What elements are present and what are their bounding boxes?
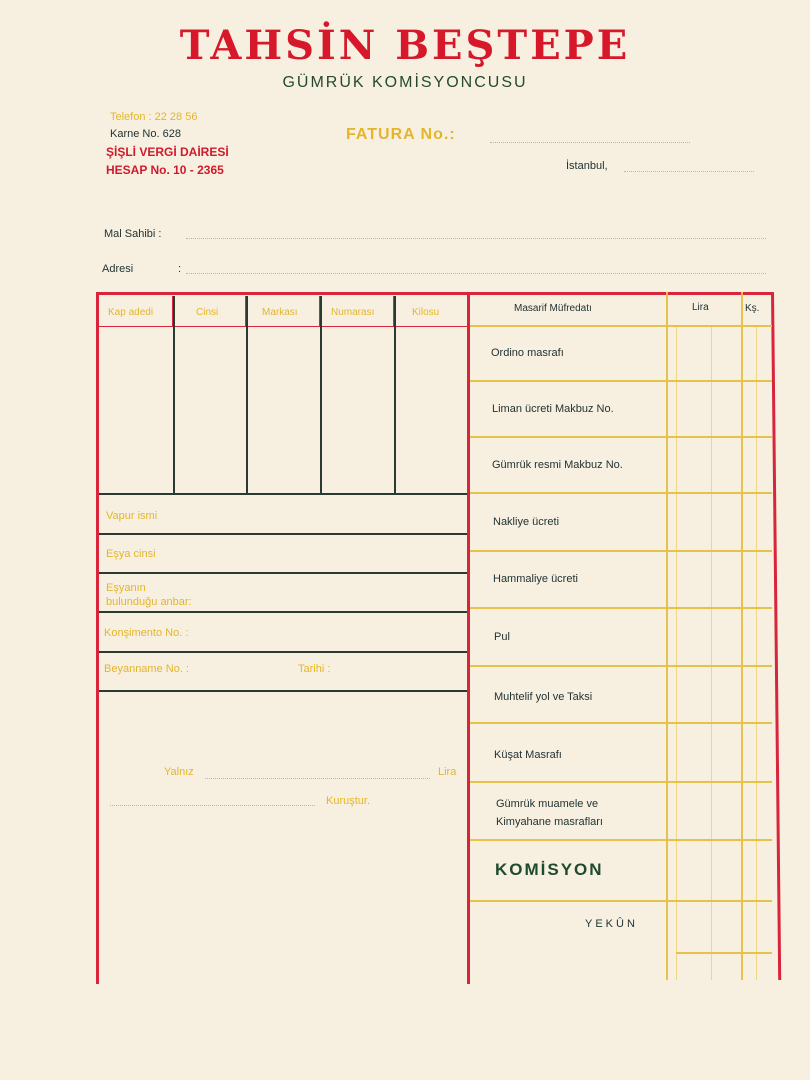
header-kap-adedi: Kap adedi — [108, 307, 154, 318]
header-numarasi: Numarası — [331, 307, 375, 318]
goods-col-divider-4 — [394, 296, 396, 493]
yalniz-label: Yalnız — [164, 766, 194, 778]
expense-col-kurus — [741, 292, 743, 980]
row-line-2 — [99, 572, 467, 574]
expense-row-line-6 — [470, 665, 772, 667]
city-label: İstanbul, — [566, 160, 608, 172]
expense-row-line-1 — [470, 380, 772, 382]
expense-row-line-7 — [470, 722, 772, 724]
owner-field[interactable] — [186, 238, 766, 239]
expense-row-line-5 — [470, 607, 772, 609]
header-markasi: Markası — [262, 307, 298, 318]
row-line-5 — [99, 690, 467, 692]
account-text: HESAP No. 10 - 2365 — [106, 163, 224, 177]
kurustur-label: Kuruştur. — [326, 795, 371, 807]
expense-item-yol-taksi: Muhtelif yol ve Taksi — [494, 691, 593, 703]
frame-middle-divider — [467, 292, 470, 984]
goods-header-line — [99, 326, 467, 327]
expense-row-line-9 — [470, 839, 772, 841]
address-label: Adresi — [102, 263, 134, 275]
expense-header-kurus: Kş. — [745, 303, 760, 314]
expense-col-kurus-inner — [756, 326, 757, 980]
expense-row-line-8 — [470, 781, 772, 783]
row-line-1 — [99, 533, 467, 535]
lira-word-label: Lira — [438, 766, 457, 778]
anbar-label: bulunduğu anbar: — [106, 596, 192, 608]
expense-item-liman: Liman ücreti Makbuz No. — [492, 403, 614, 415]
invoice-number-field[interactable] — [490, 142, 690, 143]
expense-item-gumruk-resmi: Gümrük resmi Makbuz No. — [492, 459, 623, 471]
header-cinsi: Cinsi — [196, 307, 219, 318]
tarihi-label: Tarihi : — [298, 663, 331, 675]
goods-head-divider-1 — [172, 296, 173, 326]
beyanname-label: Beyanname No. : — [104, 663, 189, 675]
address-colon: : — [178, 263, 182, 275]
expense-col-lira — [666, 292, 668, 980]
row-line-3 — [99, 611, 467, 613]
vapur-label: Vapur ismi — [106, 510, 158, 522]
expense-header-lira: Lira — [692, 302, 709, 313]
expense-row-line-10 — [470, 900, 772, 902]
invoice-number-label: FATURA No.: — [346, 126, 456, 143]
frame-top-border — [96, 292, 774, 295]
kurus-field[interactable] — [110, 805, 315, 806]
esya-label: Eşya cinsi — [106, 548, 156, 560]
expense-item-hammaliye: Hammaliye ücreti — [493, 573, 578, 585]
expense-col-lira-inner-2 — [711, 326, 712, 980]
header-kilosu: Kilosu — [412, 307, 440, 318]
expense-item-gumruk-muamele: Gümrük muamele ve — [496, 798, 599, 810]
expense-row-line-4 — [470, 550, 772, 552]
goods-col-divider-3 — [320, 296, 322, 493]
tax-office-text: ŞİŞLİ VERGİ DAİRESİ — [106, 145, 229, 159]
expense-item-nakliye: Nakliye ücreti — [493, 516, 560, 528]
phone-text: Telefon : 22 28 56 — [110, 111, 198, 123]
expense-row-line-2 — [470, 436, 772, 438]
goods-bottom-line — [99, 493, 467, 495]
row-line-4 — [99, 651, 467, 653]
total-label: YEKÛN — [585, 918, 638, 930]
goods-head-divider-3 — [319, 296, 320, 326]
frame-right-border — [771, 292, 781, 980]
company-name: TAHSİN BEŞTEPE — [179, 22, 631, 69]
expense-row-line-0 — [470, 325, 772, 327]
yalniz-field[interactable] — [205, 778, 430, 779]
expense-header-desc: Masarif Müfredatı — [514, 303, 592, 314]
date-field[interactable] — [624, 171, 754, 172]
komisyon-label: KOMİSYON — [495, 860, 604, 879]
company-subtitle: GÜMRÜK KOMİSYONCUSU — [282, 74, 528, 91]
esyanin-label: Eşyanın — [106, 582, 146, 594]
goods-col-divider-2 — [246, 296, 248, 493]
expense-item-kusat: Küşat Masrafı — [494, 749, 562, 761]
karne-text: Karne No. 628 — [110, 128, 181, 140]
goods-col-divider-1 — [173, 296, 175, 493]
expense-row-line-11 — [676, 952, 772, 954]
expense-item-kimyahane: Kimyahane masrafları — [496, 816, 603, 828]
expense-row-line-3 — [470, 492, 772, 494]
goods-head-divider-2 — [245, 296, 246, 326]
goods-head-divider-4 — [393, 296, 394, 326]
owner-label: Mal Sahibi : — [104, 228, 162, 240]
address-field[interactable] — [186, 273, 766, 274]
expense-item-pul: Pul — [494, 631, 510, 643]
expense-item-ordino: Ordino masrafı — [491, 347, 564, 359]
konsimento-label: Konşimento No. : — [104, 627, 189, 639]
expense-col-lira-inner-1 — [676, 326, 677, 980]
frame-left-border — [96, 292, 99, 984]
